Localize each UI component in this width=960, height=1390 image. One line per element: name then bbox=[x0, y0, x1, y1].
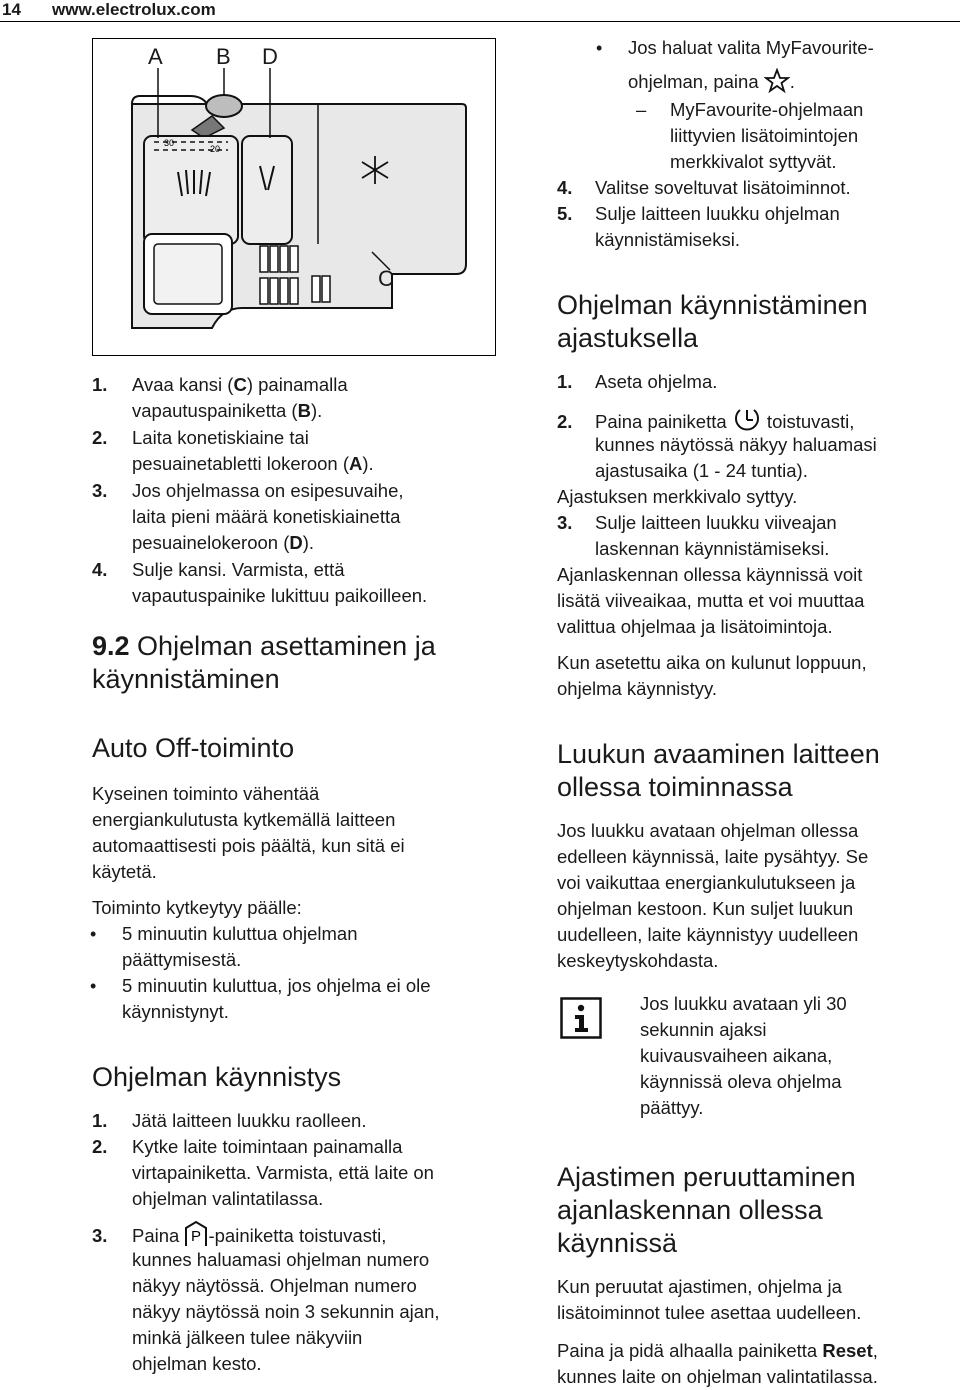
bullet-dot: • bbox=[90, 924, 97, 944]
step-2-line-1: 2. Laita konetiskiaine tai bbox=[92, 427, 309, 448]
start-step-3-line-3: näkyy näytössä. Ohjelman numero bbox=[132, 1275, 417, 1296]
delay-p1-line-1: Ajanlaskennan ollessa käynnissä voit bbox=[557, 564, 863, 585]
auto-off-p1-line-3: automaattisesti pois päältä, kun sitä ei bbox=[92, 835, 405, 856]
delay-p1-line-2: lisätä viiveaikaa, mutta et voi muuttaa bbox=[557, 590, 865, 611]
mark-20: 20 bbox=[210, 144, 221, 154]
star-icon bbox=[764, 68, 790, 94]
auto-off-p2: Toiminto kytkeytyy päälle: bbox=[92, 897, 302, 918]
delay-lamp: Ajastuksen merkkivalo syttyy. bbox=[557, 486, 798, 507]
info-note-line-3: kuivausvaiheen aikana, bbox=[640, 1045, 833, 1066]
cancel-heading-line-3: käynnissä bbox=[557, 1228, 678, 1258]
page-header bbox=[0, 0, 960, 21]
delay-p2-line-1: Kun asetettu aika on kulunut loppuun, bbox=[557, 652, 867, 673]
cancel-p2-line-1: Paina ja pidä alhaalla painiketta Reset, bbox=[557, 1340, 878, 1361]
delay-p1-line-3: valittua ohjelmaa ja lisätoimintoja. bbox=[557, 616, 833, 637]
bullet-dot: • bbox=[90, 976, 97, 996]
step-1-line-2: vapautuspainiketta (B). bbox=[132, 400, 323, 421]
door-p-line-5: uudelleen, laite käynnistyy uudelleen bbox=[557, 924, 859, 945]
auto-off-p1-line-2: energiankulutusta kytkemällä laitteen bbox=[92, 809, 396, 830]
step-4-right: 4. Valitse soveltuvat lisätoiminnot. bbox=[557, 177, 851, 198]
step-2-line-2: pesuainetabletti lokeroon (A). bbox=[132, 453, 374, 474]
door-p-line-1: Jos luukku avataan ohjelman ollessa bbox=[557, 820, 859, 841]
info-note-line-1: Jos luukku avataan yli 30 bbox=[640, 993, 847, 1014]
start-step-1: 1. Jätä laitteen luukku raolleen. bbox=[92, 1110, 367, 1131]
start-step-3-line-4: näkyy näytössä noin 3 sekunnin ajan, bbox=[132, 1301, 440, 1322]
fav-bullet-line-1: Jos haluat valita MyFavourite- bbox=[628, 37, 874, 58]
fav-dash-line-2: liittyvien lisätoimintojen bbox=[670, 125, 859, 146]
auto-off-bullet-2-line-2: käynnistynyt. bbox=[122, 1001, 229, 1022]
start-step-3-line-2: kunnes haluamasi ohjelman numero bbox=[132, 1249, 430, 1270]
auto-off-bullet-1-line-1: 5 minuutin kuluttua ohjelman bbox=[122, 923, 358, 944]
step-5-line-2: käynnistämiseksi. bbox=[595, 229, 740, 250]
step-3-line-2: laita pieni määrä konetiskiainetta bbox=[132, 506, 401, 527]
mark-30: 30 bbox=[164, 138, 175, 148]
label-c: C bbox=[378, 266, 394, 291]
dispenser-drawing bbox=[92, 38, 496, 356]
dash: – bbox=[636, 99, 647, 120]
door-heading-line-2: ollessa toiminnassa bbox=[557, 772, 793, 802]
delay-clock-icon bbox=[732, 404, 762, 434]
delay-step-1: 1. Aseta ohjelma. bbox=[557, 371, 718, 392]
header-rule bbox=[0, 21, 960, 22]
start-step-2-line-1: 2. Kytke laite toimintaan painamalla bbox=[92, 1136, 403, 1157]
info-note-line-4: käynnissä oleva ohjelma bbox=[640, 1071, 842, 1092]
door-heading-line-1: Luukun avaaminen laitteen bbox=[557, 739, 880, 769]
program-p-icon bbox=[184, 1220, 208, 1248]
step-1-line-1: 1. Avaa kansi (C) painamalla bbox=[92, 374, 348, 395]
dispenser-figure bbox=[92, 38, 496, 356]
auto-off-p1-line-4: käytetä. bbox=[92, 861, 157, 882]
auto-off-heading: Auto Off-toiminto bbox=[92, 733, 295, 763]
delay-heading-line-1: Ohjelman käynnistäminen bbox=[557, 290, 868, 320]
door-p-line-3: voi vaikuttaa energiankulutukseen ja bbox=[557, 872, 856, 893]
door-p-line-6: keskeytyskohdasta. bbox=[557, 950, 719, 971]
cancel-p2-line-2: kunnes laite on ohjelman valintatilassa. bbox=[557, 1366, 878, 1387]
delay-step-2-line-2: kunnes näytössä näkyy haluamasi bbox=[595, 434, 877, 455]
header-url: www.electrolux.com bbox=[52, 0, 216, 19]
step-4-line-2: vapautuspainike lukittuu paikoilleen. bbox=[132, 585, 428, 606]
start-heading: Ohjelman käynnistys bbox=[92, 1062, 342, 1092]
start-step-3-line-5: minkä jälkeen tulee näkyviin bbox=[132, 1327, 363, 1348]
label-d: D bbox=[262, 44, 278, 69]
label-b: B bbox=[216, 44, 231, 69]
delay-step-2-line-1: 2. Paina painiketta toistuvasti, bbox=[557, 404, 854, 435]
auto-off-bullet-2-line-1: 5 minuutin kuluttua, jos ohjelma ei ole bbox=[122, 975, 431, 996]
step-3-line-3: pesuainelokeroon (D). bbox=[132, 532, 315, 553]
delay-step-3-line-1: 3. Sulje laitteen luukku viiveajan bbox=[557, 512, 837, 533]
bullet-dot: • bbox=[596, 38, 603, 58]
step-3-line-1: 3. Jos ohjelmassa on esipesuvaihe, bbox=[92, 480, 404, 501]
start-step-3-line-6: ohjelman kesto. bbox=[132, 1353, 262, 1374]
svg-text:P: P bbox=[191, 1228, 202, 1245]
section-heading-line-2: käynnistäminen bbox=[92, 664, 280, 694]
page-number: 14 bbox=[2, 0, 21, 19]
cancel-p1-line-1: Kun peruutat ajastimen, ohjelma ja bbox=[557, 1276, 842, 1297]
step-5-line-1: 5. Sulje laitteen luukku ohjelman bbox=[557, 203, 840, 224]
fav-dash-line-3: merkkivalot syttyvät. bbox=[670, 151, 837, 172]
info-icon bbox=[560, 997, 602, 1039]
step-4-line-1: 4. Sulje kansi. Varmista, että bbox=[92, 559, 345, 580]
delay-p2-line-2: ohjelma käynnistyy. bbox=[557, 678, 718, 699]
delay-step-3-line-2: laskennan käynnistämiseksi. bbox=[595, 538, 830, 559]
fav-dash-line-1: MyFavourite-ohjelmaan bbox=[670, 99, 864, 120]
info-note-line-2: sekunnin ajaksi bbox=[640, 1019, 767, 1040]
reset-label: Reset bbox=[822, 1340, 873, 1361]
cancel-heading-line-2: ajanlaskennan ollessa bbox=[557, 1195, 823, 1225]
delay-step-2-line-3: ajastusaika (1 - 24 tuntia). bbox=[595, 460, 808, 481]
start-step-3-line-1: 3. Paina P -painiketta toistuvasti, bbox=[92, 1220, 386, 1249]
start-step-2-line-2: virtapainiketta. Varmista, että laite on bbox=[132, 1162, 434, 1183]
cancel-heading-line-1: Ajastimen peruuttaminen bbox=[557, 1162, 856, 1192]
label-a: A bbox=[148, 44, 163, 69]
auto-off-p1-line-1: Kyseinen toiminto vähentää bbox=[92, 783, 320, 804]
start-step-2-line-3: ohjelman valintatilassa. bbox=[132, 1188, 324, 1209]
door-p-line-2: edelleen käynnissä, laite pysähtyy. Se bbox=[557, 846, 869, 867]
door-p-line-4: ohjelman kestoon. Kun suljet luukun bbox=[557, 898, 854, 919]
section-heading-line-1: 9.2 Ohjelman asettaminen ja bbox=[92, 631, 436, 661]
auto-off-bullet-1-line-2: päättymisestä. bbox=[122, 949, 242, 970]
delay-heading-line-2: ajastuksella bbox=[557, 323, 699, 353]
fav-bullet-line-2: ohjelman, paina . bbox=[628, 68, 795, 95]
cancel-p1-line-2: lisätoiminnot tulee asettaa uudelleen. bbox=[557, 1302, 862, 1323]
info-note-line-5: päättyy. bbox=[640, 1097, 704, 1118]
